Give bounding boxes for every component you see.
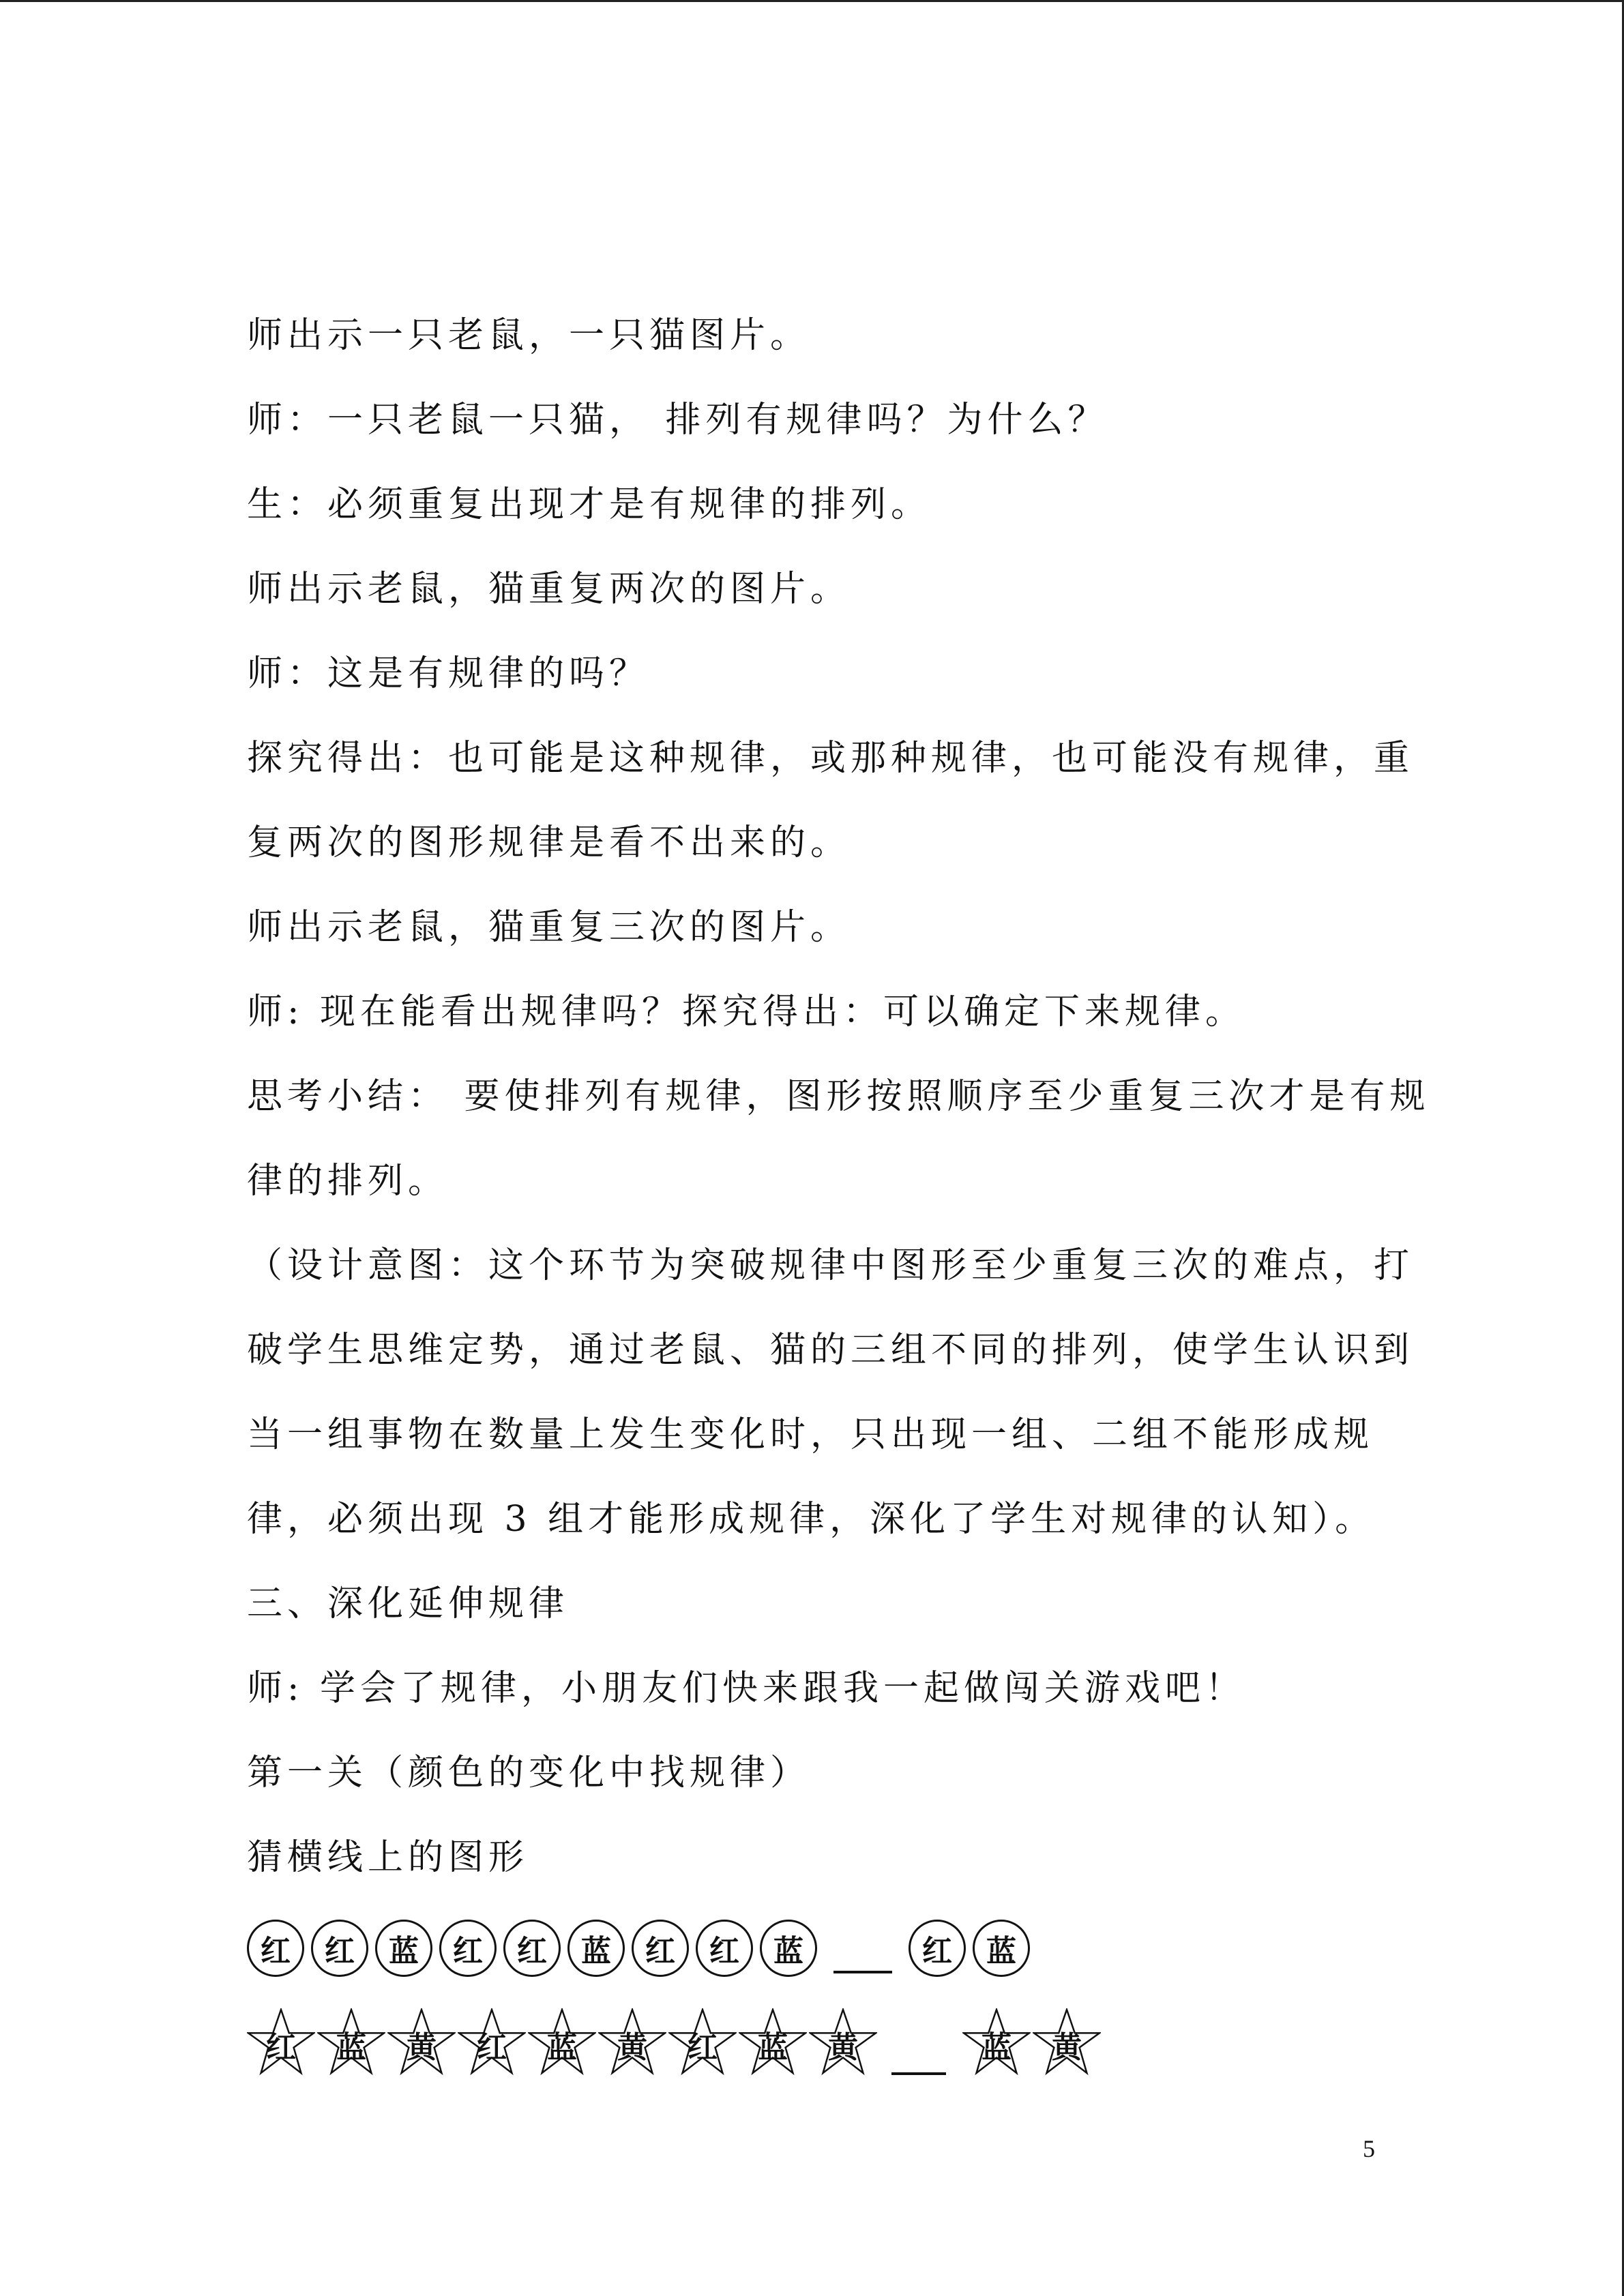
level-title: 第一关（颜色的变化中找规律） bbox=[247, 1753, 811, 1793]
star-shape bbox=[598, 2008, 666, 2076]
paragraph-line: 当一组事物在数量上发生变化时，只出现一组、二组不能形成规 bbox=[247, 1414, 1374, 1455]
star-shape bbox=[739, 2008, 807, 2076]
star-shape bbox=[528, 2008, 596, 2076]
circle-shape: 红 bbox=[439, 1920, 497, 1977]
star-label: 红 bbox=[477, 2030, 507, 2065]
paragraph-line: 生：必须重复出现才是有规律的排列。 bbox=[247, 484, 932, 525]
document-body bbox=[247, 293, 1430, 1900]
paragraph-line: 师出示老鼠，猫重复三次的图片。 bbox=[247, 907, 851, 948]
circle-shape: 红 bbox=[696, 1920, 753, 1977]
section-heading: 三、深化延伸规律 bbox=[247, 1583, 570, 1624]
circle-shape: 蓝 bbox=[567, 1920, 625, 1977]
paragraph-line: 破学生思维定势，通过老鼠、猫的三组不同的排列，使学生认识到 bbox=[247, 1330, 1415, 1371]
paragraph-line: 师：这是有规律的吗？ bbox=[247, 653, 650, 694]
paragraph-line: 律，必须出现 3 组才能形成规律，深化了学生对规律的认知）。 bbox=[247, 1499, 1376, 1540]
answer-blank bbox=[891, 2010, 946, 2075]
circle-shape: 红 bbox=[909, 1920, 966, 1977]
star-label: 红 bbox=[688, 2030, 718, 2065]
paragraph-line: 师出示老鼠，猫重复两次的图片。 bbox=[247, 569, 851, 610]
paragraph-line: 师: 现在能看出规律吗？探究得出：可以确定下来规律。 bbox=[247, 992, 1246, 1032]
star-shape bbox=[1033, 2008, 1101, 2076]
star-shape bbox=[387, 2008, 456, 2076]
paragraph-line: 律的排列。 bbox=[247, 1161, 449, 1202]
circle-pattern-row bbox=[247, 1918, 1037, 1979]
star-label: 蓝 bbox=[336, 2030, 366, 2065]
circle-shape: 红 bbox=[311, 1920, 368, 1977]
circle-shape: 红 bbox=[247, 1920, 304, 1977]
answer-blank bbox=[833, 1918, 892, 1973]
paragraph-line: 思考小结： 要使排列有规律，图形按照顺序至少重复三次才是有规 bbox=[247, 1076, 1430, 1117]
star-shape bbox=[809, 2008, 877, 2076]
circle-shape: 蓝 bbox=[760, 1920, 817, 1977]
star-label: 黄 bbox=[617, 2030, 647, 2065]
star-label: 蓝 bbox=[547, 2030, 577, 2065]
exercise-prompt: 猜横线上的图形 bbox=[247, 1837, 529, 1878]
circle-shape: 红 bbox=[632, 1920, 689, 1977]
paragraph-line: 师出示一只老鼠，一只猫图片。 bbox=[247, 315, 811, 356]
star-shape bbox=[247, 2008, 315, 2076]
star-label: 黄 bbox=[407, 2030, 437, 2065]
star-shape bbox=[317, 2008, 385, 2076]
star-shape bbox=[668, 2008, 737, 2076]
circle-shape: 红 bbox=[503, 1920, 561, 1977]
star-label: 黄 bbox=[1052, 2030, 1082, 2065]
paragraph-line: 师: 学会了规律，小朋友们快来跟我一起做闯关游戏吧！ bbox=[247, 1668, 1246, 1709]
star-label: 红 bbox=[266, 2030, 296, 2065]
circle-shape: 蓝 bbox=[375, 1920, 432, 1977]
star-label: 蓝 bbox=[981, 2030, 1012, 2065]
star-shape bbox=[962, 2008, 1031, 2076]
circle-shape: 蓝 bbox=[973, 1920, 1030, 1977]
page-number: 5 bbox=[1363, 2135, 1375, 2162]
star-label: 蓝 bbox=[758, 2030, 788, 2065]
paragraph-line: （设计意图：这个环节为突破规律中图形至少重复三次的难点，打 bbox=[247, 1245, 1415, 1286]
page-border-top bbox=[0, 0, 1624, 2]
star-pattern-row bbox=[247, 1998, 1103, 2087]
star-label: 黄 bbox=[828, 2030, 858, 2065]
paragraph-line: 探究得出：也可能是这种规律，或那种规律，也可能没有规律，重 bbox=[247, 738, 1415, 779]
star-shape bbox=[458, 2008, 526, 2076]
paragraph-line: 师：一只老鼠一只猫， 排列有规律吗？为什么？ bbox=[247, 400, 1108, 441]
paragraph-line: 复两次的图形规律是看不出来的。 bbox=[247, 822, 851, 863]
